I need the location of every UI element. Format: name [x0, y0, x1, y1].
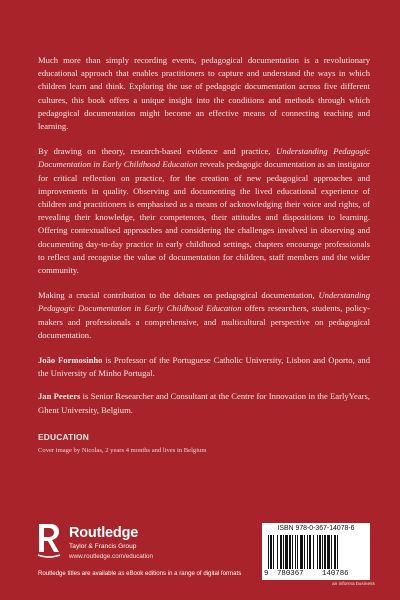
barcode-bars	[268, 535, 364, 569]
isbn-barcode	[262, 523, 370, 580]
blurb-p3-lead: Making a crucial contribution to the debates on pedagogical documentation,	[38, 290, 319, 301]
blurb-p2-lead: By drawing on theory, research-based evidence and practice,	[38, 146, 277, 157]
informa-tagline: an informa business	[332, 582, 375, 587]
cover-image-credit: Cover image by Nicolas, 2 years 4 months and lives in Belgium	[38, 447, 207, 454]
publisher-logo	[36, 522, 166, 560]
author-name: Jan Peeters	[38, 391, 81, 402]
author-name: João Formosinho	[38, 355, 103, 366]
blurb-paragraph-2	[38, 145, 370, 277]
isbn-text: ISBN 978-0-367-14078-6	[277, 525, 355, 532]
subject-category: EDUCATION	[38, 432, 89, 442]
publisher-name: Routledge	[69, 525, 139, 541]
author-bio-2	[38, 390, 370, 416]
barcode-left-digits: 780367	[277, 570, 304, 578]
blurb-p3-rest: offers researchers, students, policy-makers and professionals a comprehensive, and multicultural perspective on pedagogical documentation.	[38, 303, 370, 340]
author-bio-text: is Professor of the Portuguese Catholic University, Lisbon and Oporto, and the University of Minho Portugal.	[38, 355, 371, 379]
blurb-paragraph-1: Much more than simply recording events, pedagogical documentation is a revolutionary educational approach that enables practitioners to capture and understand the ways in which children learn and think. Exploring the use of pedagogic documentation across five different cultures, this book offers a unique insight into the conditions and methods through which pedagogical documentation might become an effective means of connecting teaching and learning.	[38, 55, 370, 132]
ebook-note: Routledge titles are available as eBook editions in a range of digital formats	[38, 570, 242, 577]
barcode-right-digits: 140786	[322, 570, 349, 578]
publisher-group: Taylor & Francis Group	[69, 543, 137, 550]
blurb	[38, 54, 370, 427]
book-title-italic: Understanding Pedagogic Documentation in Early Childhood Education	[38, 290, 370, 314]
author-bio-1	[38, 354, 370, 380]
author-bio-text: is Senior Researcher and Consultant at the Centre for Innovation in the EarlyYears, Ghent University, Belgium.	[38, 391, 370, 415]
book-title-italic: Understanding Pedagogic Documentation in Early Childhood Education	[38, 146, 370, 170]
blurb-p2-rest: reveals pedagogic documentation as an instigator for critical reflection on practice, for the creation of new pedagogical approaches and improvements in quality. Observing and documenting the lived educational experience of children and practitioners is emphasised as a means of acknowledging their voice and rights, of revealing their knowledge, their competences, their attitudes and dispositions to learning. Offering contextualised approaches and considering the challenges involved in observing and documenting day-to-day practice in early childhood settings, chapters encourage professionals to reflect and recognise the value of documentation for children, staff members and the wider community.	[38, 159, 371, 276]
barcode-lead-digit: 9	[264, 570, 269, 578]
routledge-r-icon	[36, 522, 62, 560]
publisher-url: www.routledge.com/education	[69, 553, 154, 560]
blurb-paragraph-3	[38, 289, 370, 342]
